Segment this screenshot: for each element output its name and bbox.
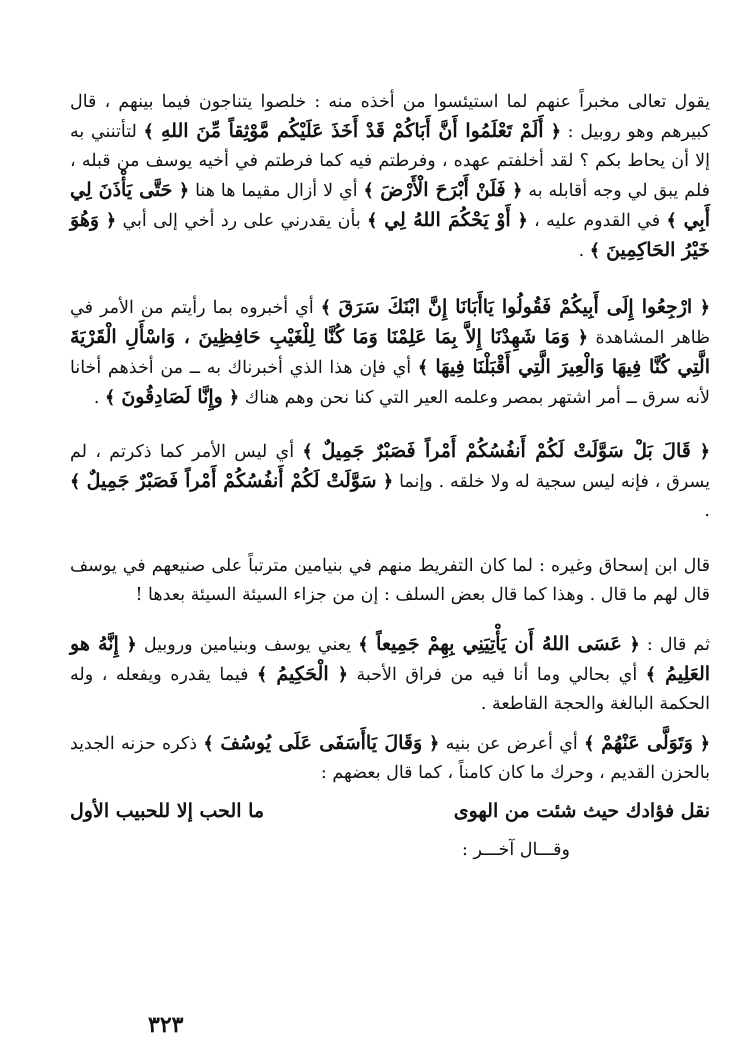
quran-quote: وَتَوَلَّى عَنْهُمْ [601,732,693,754]
ornate-bracket: ﴿ [328,665,348,685]
quran-quote: وَقَالَ يَاأَسَفَى عَلَى يُوسُفَ [220,732,423,754]
poem-hemistich-left: ما الحب إلا للحبيب الأول [70,800,265,822]
quran-quote: إِنَّهُ هو العَلِيمُ [70,633,711,685]
ornate-bracket: ﴿ [510,211,528,231]
ornate-bracket: ﴿ [118,635,137,655]
quran-quote: الْحَكِيمُ [276,663,329,685]
ornate-bracket: ﴿ [690,442,710,462]
ornate-bracket: ﴿ [99,211,117,231]
body-text: قال ابن إسحاق وغيره : لما كان التفريط منهم في بنيامين مترتباً على صنيعهم في يوسف قال لهم ما قال . وهذا كما قال بعض السلف : إن من جزاء السيئة السيئة بعدها ! [70,556,710,605]
ornate-bracket: ﴾ [257,665,277,685]
poem-hemistich-right: نقل فؤادك حيث شئت من الهوى [453,800,710,822]
paragraph-5 [70,630,710,719]
ornate-bracket: ﴿ [505,181,523,201]
body-text: أي ليس الأمر كما ذكرتم ، لم يسرق ، فإنه ليس سجية له ولا خلقه . وإنما [70,442,710,492]
ornate-bracket: ﴾ [70,472,87,492]
quran-quote: قَالَ بَلْ سَوَّلَتْ لَكُمْ أَنفُسُكُمْ أَمْراً فَصَبْرٌ جَمِيلٌ [321,440,691,462]
body-text: لتأتنني به إلا أن يحاط بكم ؟ لقد أخلفتم عهده ، وفرطتم فيه كما فرطتم في أخيه يوسف من قبله ، فلم يبق لي وجه أقابله به [70,122,710,201]
ornate-bracket: ﴾ [143,122,161,142]
ornate-bracket: ﴿ [692,734,710,754]
body-text: يعني يوسف وبنيامين وروبيل [136,635,359,655]
ornate-bracket: ﴾ [367,211,385,231]
ornate-bracket: ﴿ [692,298,710,318]
body-text: أي لا أزال مقيما ها هنا [189,181,364,201]
quran-quote: عَسَى اللهُ أَن يَأْتِيَنِي بِهِمْ جَمِيعاً [376,633,622,655]
poem-next-line: وقـــال آخـــر : [462,840,570,860]
ornate-bracket: ﴾ [302,442,322,462]
ornate-bracket: ﴾ [320,298,339,318]
quran-quote: فَلَنْ أَبْرَحَ الْأَرْضَ [380,179,506,201]
quran-quote: أَوْ يَحْكُمَ اللهُ لِي [384,209,511,231]
body-text: أي أخبروه بما رأيتم من الأمر في ظاهر المشاهدة [70,298,710,348]
ornate-bracket: ﴾ [584,734,602,754]
ornate-bracket: ﴾ [203,734,221,754]
quran-quote: أَلَمْ تَعْلَمُوا أَنَّ أَبَاكُمْ قَدْ أَخَذَ عَلَيْكُم مَّوْثِقاً مِّنَ اللهِ [160,120,544,142]
paragraph-1 [70,88,710,266]
body-text: ثم قال : [639,635,710,655]
ornate-bracket: ﴾ [417,358,436,378]
ornate-bracket: ﴿ [621,635,640,655]
ornate-bracket: ﴿ [422,734,440,754]
book-page [70,88,710,864]
ornate-bracket: ﴿ [172,181,190,201]
quran-quote: وَهُوَ خَيْرُ الحَاكِمِينَ [70,209,710,261]
ornate-bracket: ﴿ [376,472,394,492]
body-text: ذكره حزنه الجديد بالحزن القديم ، وحرك ما كان كامناً ، كما قال بعضهم : [70,734,710,783]
body-text: أي أعرض عن بنيه [439,734,585,754]
quran-quote: وإِنَّا لَصَادِقُونَ [121,386,223,408]
quran-quote: ارْجِعُوا إِلَى أَبِيكُمْ فَقُولُوا يَاأَبَانَا إِنَّ ابْنَكَ سَرَقَ [338,296,693,318]
ornate-bracket: ﴾ [104,388,122,408]
paragraph-4 [70,552,710,610]
ornate-bracket: ﴾ [358,635,377,655]
ornate-bracket: ﴾ [666,211,684,231]
body-text: . [578,241,590,261]
body-text: بأن يقدرني على رد أخي إلى أبي [116,211,368,231]
body-text: في القدوم عليه ، [527,211,667,231]
paragraph-3 [70,437,710,526]
ornate-bracket: ﴾ [645,665,666,685]
body-text: يقول تعالى مخبراً عنهم لما استيئسوا من أخذه منه : خلصوا يتناجون فيما بينهم ، قال كبيرهم وهو روبيل : [70,92,710,142]
ornate-bracket: ﴾ [363,181,381,201]
paragraph-2 [70,293,710,413]
page-number: ٣٢٣ [148,1012,184,1038]
body-text: فيما يقدره ويفعله ، وله الحكمة البالغة والحجة القاطعة . [70,665,710,714]
quran-quote: سَوَّلَتْ لَكُمْ أَنفُسُكُمْ أَمْراً فَصَبْرٌ جَمِيلٌ [86,470,377,492]
body-text: أي فإن هذا الذي أخبرناك به ــ من أخذهم أخانا لأنه سرق ــ أمر اشتهر بمصر وعلمه العير التي كنا نحن وهم هناك [70,358,710,408]
paragraph-6 [70,729,710,788]
quran-quote: حَتَّى يَأْذَنَ لِي أَبِي [70,179,710,231]
quran-quote: وَمَا شَهِدْنَا إِلاَّ بِمَا عَلِمْنَا وَمَا كُنَّا لِلْغَيْبِ حَافِظِينَ ، وَاسْأَلِ الْقَرْيَةَ الَّتِي كُنَّا فِيهَا وَالْعِيرَ الَّتِي أَقْبَلْنَا فِيهَا [70,326,710,378]
body-text: أي بحالي وما أنا فيه من فراق الأحبة [347,665,646,685]
ornate-bracket: ﴿ [543,122,562,142]
body-text: . [704,501,710,521]
ornate-bracket: ﴿ [222,388,240,408]
body-text: . [93,388,105,408]
ornate-bracket: ﴾ [589,241,607,261]
poem-verse [70,796,710,826]
ornate-bracket: ﴿ [569,328,589,348]
